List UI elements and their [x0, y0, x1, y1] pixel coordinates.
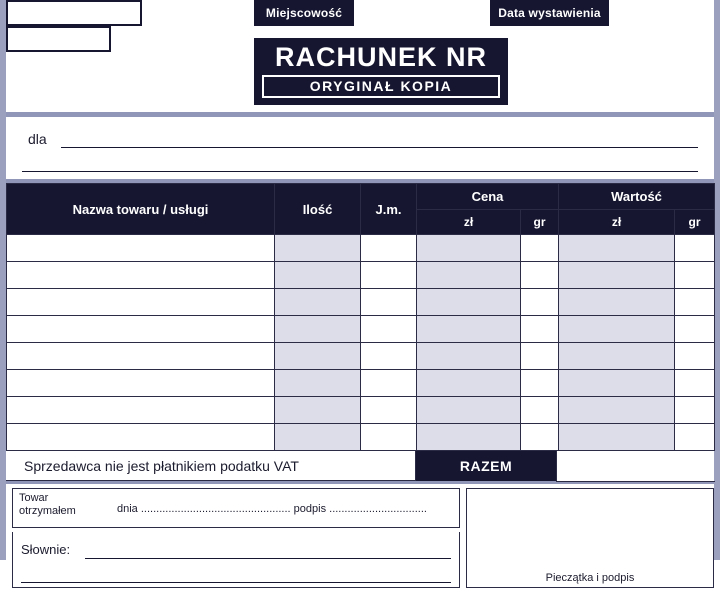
- cell-value-zl[interactable]: [559, 289, 675, 316]
- items-table-header-row: [7, 184, 715, 210]
- cell-value-zl[interactable]: [559, 235, 675, 262]
- items-table: [6, 183, 715, 451]
- cell-value-gr[interactable]: [675, 316, 715, 343]
- cell-price-gr[interactable]: [521, 397, 559, 424]
- amount-in-words-box: [12, 532, 460, 588]
- amount-in-words-line-2[interactable]: [21, 582, 451, 583]
- cell-quantity[interactable]: [275, 424, 361, 451]
- col-header-price: Cena: [417, 184, 559, 210]
- cell-value-zl[interactable]: [559, 370, 675, 397]
- cell-price-gr[interactable]: [521, 424, 559, 451]
- cell-value-zl[interactable]: [559, 343, 675, 370]
- cell-quantity[interactable]: [275, 289, 361, 316]
- document-title-block: [254, 38, 508, 105]
- amount-in-words-line-1[interactable]: [85, 558, 451, 559]
- cell-price-zl[interactable]: [417, 370, 521, 397]
- total-value-field[interactable]: [556, 451, 715, 482]
- cell-price-zl[interactable]: [417, 424, 521, 451]
- issue-date-input[interactable]: [6, 26, 111, 52]
- cell-name[interactable]: [7, 397, 275, 424]
- col-header-price-gr: gr: [521, 209, 559, 235]
- cell-unit[interactable]: [361, 397, 417, 424]
- cell-value-zl[interactable]: [559, 397, 675, 424]
- cell-name[interactable]: [7, 343, 275, 370]
- cell-name[interactable]: [7, 262, 275, 289]
- cell-name[interactable]: [7, 316, 275, 343]
- col-header-value-gr: gr: [675, 209, 715, 235]
- cell-price-gr[interactable]: [521, 316, 559, 343]
- total-label: RAZEM: [416, 451, 556, 481]
- page-title: RACHUNEK NR: [275, 42, 487, 72]
- cell-quantity[interactable]: [275, 370, 361, 397]
- cell-value-gr[interactable]: [675, 262, 715, 289]
- cell-value-gr[interactable]: [675, 343, 715, 370]
- cell-value-gr[interactable]: [675, 424, 715, 451]
- vat-note: Sprzedawca nie jest płatnikiem podatku VAT: [6, 451, 416, 481]
- cell-price-gr[interactable]: [521, 262, 559, 289]
- cell-unit[interactable]: [361, 370, 417, 397]
- goods-received-label: Towar otrzymałem: [19, 492, 76, 518]
- copy-type-label: ORYGINAŁ KOPIA: [262, 75, 500, 98]
- cell-price-zl[interactable]: [417, 316, 521, 343]
- cell-price-zl[interactable]: [417, 397, 521, 424]
- document-header: [6, 0, 714, 117]
- col-header-price-zl: zł: [417, 209, 521, 235]
- table-row: [7, 397, 715, 424]
- items-table-body: [7, 235, 715, 451]
- cell-value-gr[interactable]: [675, 397, 715, 424]
- cell-price-zl[interactable]: [417, 235, 521, 262]
- cell-value-gr[interactable]: [675, 289, 715, 316]
- cell-unit[interactable]: [361, 316, 417, 343]
- stamp-label: Pieczątka i podpis: [545, 572, 635, 584]
- table-row: [7, 262, 715, 289]
- col-header-quantity: Ilość: [275, 184, 361, 235]
- cell-price-zl[interactable]: [417, 289, 521, 316]
- recipient-section: [6, 117, 714, 183]
- cell-name[interactable]: [7, 289, 275, 316]
- cell-value-zl[interactable]: [559, 424, 675, 451]
- issue-date-label: Data wystawienia: [490, 0, 609, 26]
- cell-price-zl[interactable]: [417, 343, 521, 370]
- cell-value-zl[interactable]: [559, 316, 675, 343]
- cell-quantity[interactable]: [275, 235, 361, 262]
- cell-name[interactable]: [7, 370, 275, 397]
- table-row: [7, 343, 715, 370]
- cell-unit[interactable]: [361, 424, 417, 451]
- document-footer: [6, 484, 714, 592]
- col-header-unit: J.m.: [361, 184, 417, 235]
- cell-value-zl[interactable]: [559, 262, 675, 289]
- place-input[interactable]: [6, 0, 142, 26]
- cell-unit[interactable]: [361, 289, 417, 316]
- table-row: [7, 235, 715, 262]
- recipient-input-line-2[interactable]: [22, 171, 698, 172]
- table-row: [7, 289, 715, 316]
- goods-received-signature-line[interactable]: dnia ................................................. podpis ................................: [117, 503, 427, 515]
- col-header-value: Wartość: [559, 184, 715, 210]
- cell-quantity[interactable]: [275, 343, 361, 370]
- table-row: [7, 424, 715, 451]
- recipient-input-line-1[interactable]: [61, 147, 698, 148]
- amount-in-words-label: Słownie:: [21, 542, 71, 557]
- cell-quantity[interactable]: [275, 316, 361, 343]
- cell-price-gr[interactable]: [521, 370, 559, 397]
- table-row: [7, 316, 715, 343]
- stamp-and-signature-box[interactable]: [466, 488, 714, 588]
- cell-price-gr[interactable]: [521, 235, 559, 262]
- cell-name[interactable]: [7, 424, 275, 451]
- goods-received-box: [12, 488, 460, 528]
- cell-price-gr[interactable]: [521, 289, 559, 316]
- cell-unit[interactable]: [361, 235, 417, 262]
- cell-price-gr[interactable]: [521, 343, 559, 370]
- col-header-name: Nazwa towaru / usługi: [7, 184, 275, 235]
- col-header-value-zl: zł: [559, 209, 675, 235]
- cell-unit[interactable]: [361, 262, 417, 289]
- cell-quantity[interactable]: [275, 262, 361, 289]
- cell-price-zl[interactable]: [417, 262, 521, 289]
- summary-row: [6, 451, 714, 484]
- cell-unit[interactable]: [361, 343, 417, 370]
- cell-value-gr[interactable]: [675, 370, 715, 397]
- cell-name[interactable]: [7, 235, 275, 262]
- recipient-label: dla: [28, 131, 47, 147]
- place-label: Miejscowość: [254, 0, 354, 26]
- cell-quantity[interactable]: [275, 397, 361, 424]
- cell-value-gr[interactable]: [675, 235, 715, 262]
- table-row: [7, 370, 715, 397]
